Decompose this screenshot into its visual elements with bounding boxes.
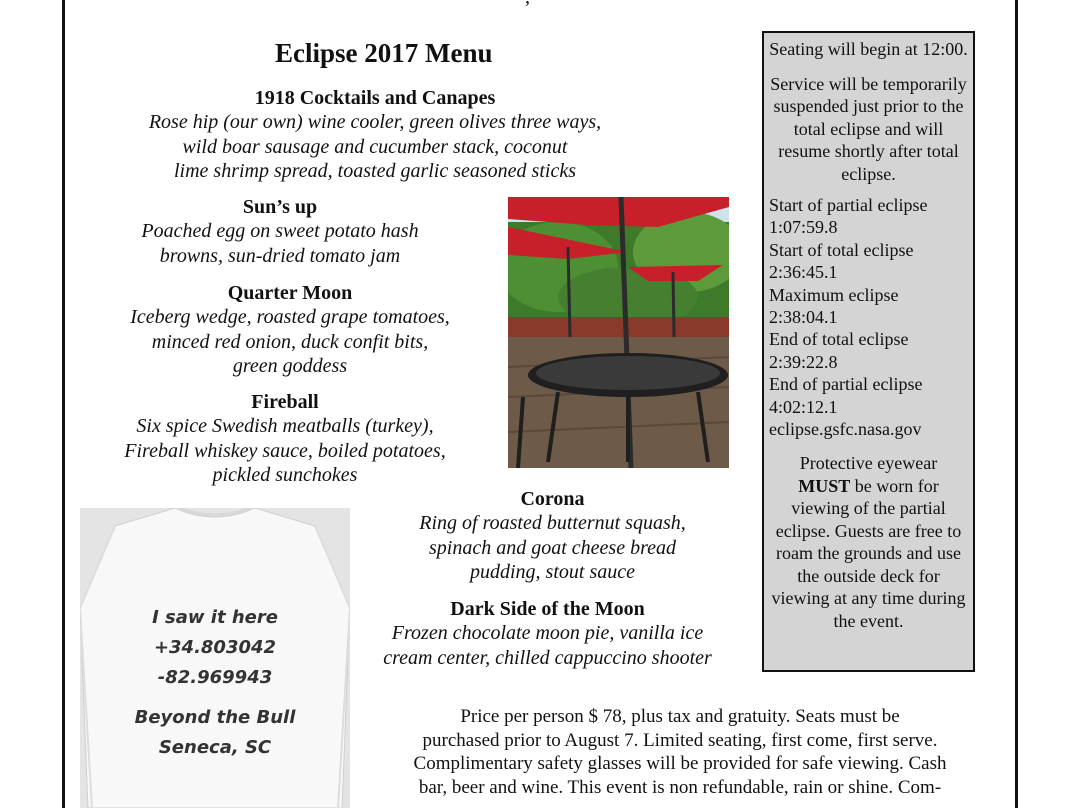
course-quarter-moon [120, 281, 460, 379]
course-line: browns, sun-dried tomato jam [159, 244, 401, 267]
eclipse-times [764, 194, 973, 440]
course-suns-up [130, 195, 430, 268]
times-label: End of partial eclipse [769, 374, 923, 395]
course-line: Iceberg wedge, roasted grape tomatoes, [130, 306, 450, 328]
course-line: Six spice Swedish meatballs (turkey), [136, 415, 434, 437]
price-line: bar, beer and wine. This event is non refundable, rain or shine. Com- [418, 776, 942, 798]
course-name: Sun’s up [242, 196, 318, 218]
eyewear-note [768, 452, 969, 632]
course-line: Ring of roasted butternut squash, [419, 512, 686, 534]
seating-note: Seating will begin at 12:00. [769, 39, 968, 59]
times-value: 4:02:12.1 [769, 396, 838, 417]
times-value: 2:38:04.1 [769, 307, 838, 328]
patio-photo [508, 197, 729, 468]
price-line: Complimentary safety glasses will be provided for safe viewing. Cash [413, 753, 947, 774]
course-name: Quarter Moon [227, 282, 353, 304]
course-name: Corona [520, 488, 585, 510]
times-value: 2:39:22.8 [769, 351, 838, 372]
course-cocktails [130, 86, 620, 184]
course-line: Fireball whiskey sauce, boiled potatoes, [124, 439, 446, 462]
times-label: Start of total eclipse [769, 239, 914, 260]
eyewear-must: MUST [798, 475, 851, 496]
page-border-right [1015, 0, 1018, 808]
patio-photo-drawing [508, 197, 729, 468]
times-value: 1:07:59.8 [769, 217, 838, 238]
course-line: green goddess [232, 355, 348, 377]
tshirt-photo [80, 508, 350, 808]
course-line: pudding, stout sauce [470, 561, 635, 583]
page-border-left [62, 0, 65, 808]
eyewear-pre: Protective eyewear [799, 453, 938, 474]
menu-title: Eclipse 2017 Menu [275, 38, 493, 68]
course-line: lime shrimp spread, toasted garlic seasoned sticks [173, 160, 576, 182]
source-link-text: eclipse.gsfc.nasa.gov [769, 419, 922, 440]
course-line: wild boar sausage and cucumber stack, coconut [182, 135, 568, 158]
price-line: purchased prior to August 7. Limited seating, first come, first serve. [422, 729, 938, 751]
times-value: 2:36:45.1 [769, 262, 838, 283]
service-note: Service will be temporarily suspended just prior to the total eclipse and will resume shortly after total eclipse. [770, 73, 967, 184]
course-name: Dark Side of the Moon [450, 598, 645, 620]
course-line: minced red onion, duck confit bits, [151, 330, 429, 353]
course-line: Rose hip (our own) wine cooler, green olives three ways, [148, 111, 602, 133]
times-label: Start of partial eclipse [769, 195, 928, 215]
tshirt-line: +34.803042 [153, 637, 277, 658]
price-paragraph [375, 705, 985, 799]
tshirt-line: Seneca, SC [158, 737, 272, 758]
tshirt-line: -82.969943 [157, 667, 273, 688]
price-line: Price per person $ 78, plus tax and gratuity. Seats must be [460, 706, 900, 727]
course-fireball [100, 390, 470, 488]
course-dark-side [365, 597, 730, 670]
header-fragment [525, 0, 530, 9]
course-corona [395, 487, 710, 585]
course-line: Frozen chocolate moon pie, vanilla ice [391, 622, 704, 644]
course-line: cream center, chilled cappuccino shooter [383, 646, 712, 669]
course-line: spinach and goat cheese bread [429, 536, 676, 559]
tshirt-line: I saw it here [152, 607, 278, 628]
course-line: Poached egg on sweet potato hash [141, 220, 419, 242]
course-name: 1918 Cocktails and Canapes [254, 87, 496, 109]
course-name: Fireball [251, 391, 319, 413]
tshirt-line: Beyond the Bull [134, 707, 296, 728]
times-label: End of total eclipse [769, 329, 909, 350]
times-label: Maximum eclipse [769, 284, 899, 305]
eclipse-info-sidebar [762, 31, 975, 672]
course-line: pickled sunchokes [212, 464, 358, 486]
tshirt-print [80, 603, 350, 763]
eyewear-post: be worn for viewing of the partial eclipse. Guests are free to roam the grounds and use the outside deck for viewing at any time during the event. [771, 475, 966, 631]
